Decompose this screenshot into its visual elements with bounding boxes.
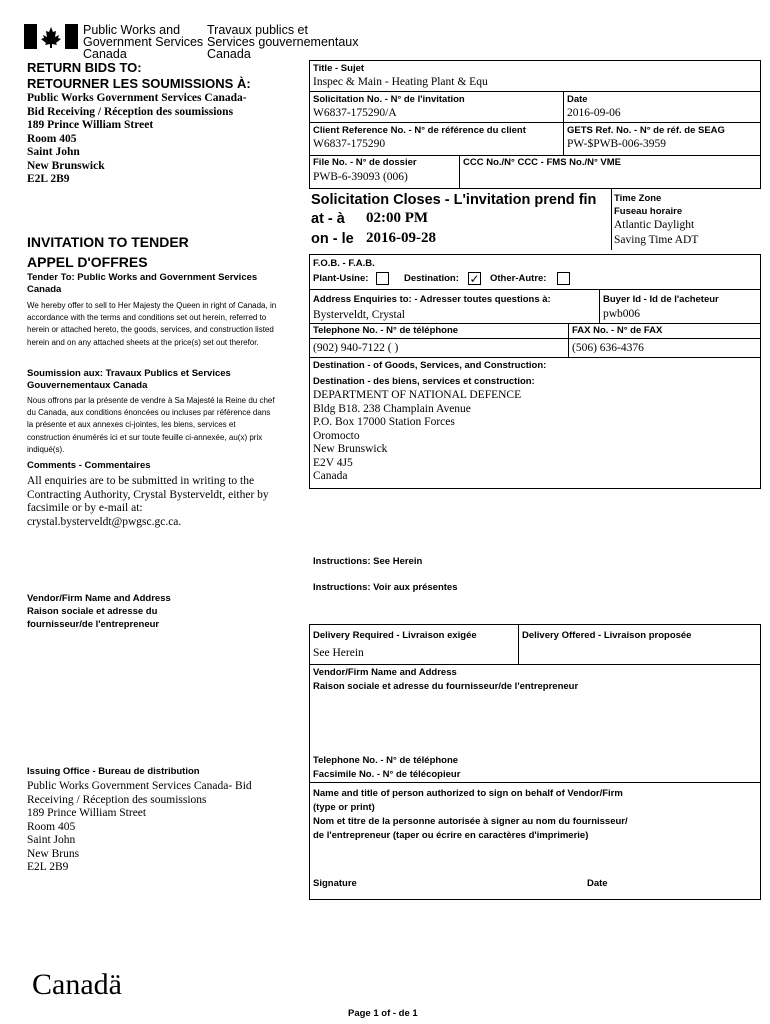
canada-wordmark: Canadä [32, 968, 122, 1001]
buyer-id-label: Buyer Id - Id de l'acheteur [603, 294, 719, 305]
invitation-title [27, 232, 189, 272]
address-line: DEPARTMENT OF NATIONAL DEFENCE [313, 389, 522, 401]
gets-ref-label: GETS Ref. No. - N° de réf. de SEAG [567, 125, 725, 136]
fax-label: FAX No. - N° de FAX [572, 325, 663, 336]
vendor-left-label [27, 592, 171, 631]
closes-at-value: 02:00 PM [366, 210, 429, 226]
address-line: Saint John [27, 834, 76, 846]
telephone-value[interactable]: (902) 940-7122 ( ) [313, 342, 399, 354]
address-line: Public Works Government Services Canada- [27, 92, 247, 104]
address-line: E2L 2B9 [27, 861, 69, 873]
return-title-line: RETURN BIDS TO: [27, 60, 142, 75]
offer-text-fr: Nous offrons par la présente de vendre à Sa Majesté la Reine du chef du Canada, aux conditions énoncées ou incluses par référence dans la présente et aux annexes ci-jointes, les biens, services et construction énumérés ici et sur toute feuille ci-annexée, au(x) prix indiqué(s). [27, 396, 275, 454]
address-line: Bid Receiving / Réception des soumissions [27, 105, 234, 118]
time-zone-value: Atlantic Daylight [614, 219, 695, 231]
vendor-fax-label: Facsimile No. - N° de télécopieur [313, 769, 461, 780]
dept-fr-line: Travaux publics et [207, 23, 308, 37]
signer-label-line: Nom et titre de la personne autorisée à signer au nom du fournisseur/ [313, 816, 628, 827]
return-title-line: RETOURNER LES SOUMISSIONS À: [27, 76, 251, 91]
date-label: Date [567, 94, 588, 105]
destination-checkbox[interactable]: ✓ [469, 272, 480, 286]
comments-label: Comments - Commentaires [27, 460, 151, 471]
return-bids-title [27, 60, 251, 92]
soumission-title: Soumission aux: Travaux Publics et Services Gouvernementaux Canada [27, 368, 231, 391]
address-line: New Brunswick [27, 159, 105, 172]
solicitation-closes-label: Solicitation Closes - L'invitation prend fin [311, 192, 597, 208]
file-no-value[interactable]: PWB-6-39093 (006) [313, 171, 408, 183]
telephone-label: Telephone No. - N° de téléphone [313, 325, 459, 336]
ccc-no-label: CCC No./N° CCC - FMS No./N° VME [463, 157, 622, 168]
gets-ref-value[interactable]: PW-$PWB-006-3959 [567, 138, 667, 150]
file-no-label: File No. - N° de dossier [313, 157, 417, 168]
client-ref-label: Client Reference No. - N° de référence du client [313, 125, 526, 136]
destination-label: Destination: [404, 273, 459, 284]
buyer-id-value[interactable]: pwb006 [603, 308, 641, 320]
delivery-offered-label: Delivery Offered - Livraison proposée [522, 630, 692, 641]
address-line: Public Works Government Services Canada- Bid [27, 780, 252, 792]
vendor-label-line: Vendor/Firm Name and Address [27, 593, 171, 604]
signature-label: Signature [313, 878, 357, 889]
department-name-fr [207, 24, 358, 60]
other-autre-label: Other-Autre: [490, 273, 547, 284]
signer-label-line: de l'entrepreneur (taper ou écrire en caractères d'imprimerie) [313, 830, 589, 841]
dept-en-line: Government Services [83, 35, 204, 49]
title-label: Title - Sujet [313, 63, 365, 74]
address-line: Oromocto [313, 429, 360, 442]
signature-date-label: Date [587, 878, 608, 889]
closes-at-label: at - à [311, 211, 345, 227]
canada-flag-icon [24, 24, 78, 49]
return-address [27, 92, 247, 187]
authorized-signer-label [313, 787, 628, 843]
dept-en-line: Public Works and [83, 23, 181, 37]
vendor-label-line: Raison sociale et adresse du [27, 606, 158, 617]
destination-biens-label: Destination - des biens, services et construction: [313, 376, 535, 387]
delivery-required-label: Delivery Required - Livraison exigée [313, 630, 477, 641]
time-zone-value-2: Saving Time ADT [614, 234, 699, 246]
plant-usine-label: Plant-Usine: [313, 273, 369, 284]
page-number: Page 1 of - de 1 [348, 1008, 418, 1019]
vendor-telephone-label: Telephone No. - N° de téléphone [313, 755, 459, 766]
vendor-name-label: Vendor/Firm Name and Address [313, 667, 457, 678]
address-line: Canada [313, 470, 348, 482]
address-line: Bldg B18. 238 Champlain Avenue [313, 402, 471, 415]
enquiries-label: Address Enquiries to: - Adresser toutes questions à: [313, 294, 551, 305]
closes-on-label: on - le [311, 231, 354, 247]
plant-usine-checkbox[interactable] [376, 272, 389, 285]
vendor-label-line: fournisseur/de l'entrepreneur [27, 619, 160, 630]
vendor-raison-label: Raison sociale et adresse du fournisseur/de l'entrepreneur [313, 681, 579, 692]
client-ref-value[interactable]: W6837-175290 [313, 138, 386, 150]
address-line: E2V 4J5 [313, 456, 353, 469]
solicitation-no-label: Solicitation No. - N° de l'invitation [313, 94, 465, 105]
time-zone-label: Time Zone [614, 193, 662, 204]
enquiries-value[interactable]: Bysterveldt, Crystal [313, 309, 405, 321]
date-value[interactable]: 2016-09-06 [567, 107, 621, 119]
destination-goods-label: Destination - of Goods, Services, and Construction: [313, 360, 547, 371]
invitation-title-line: INVITATION TO TENDER [27, 234, 189, 250]
solicitation-no-value[interactable]: W6837-175290/A [313, 107, 397, 119]
signer-label-line: Name and title of person authorized to sign on behalf of Vendor/Firm [313, 788, 623, 799]
address-line: 189 Prince William Street [27, 807, 147, 819]
address-line: P.O. Box 17000 Station Forces [313, 416, 455, 428]
address-line: Receiving / Réception des soumissions [27, 793, 207, 806]
other-autre-checkbox[interactable] [557, 272, 570, 285]
closes-on-value: 2016-09-28 [366, 230, 436, 246]
address-line: Room 405 [27, 820, 76, 833]
delivery-required-value[interactable]: See Herein [313, 647, 364, 659]
dept-fr-line: Canada [207, 47, 251, 61]
department-name-en [83, 24, 203, 60]
fob-label: F.O.B. - F.A.B. [313, 258, 375, 269]
destination-address [313, 389, 521, 484]
instructions-en: Instructions: See Herein [313, 556, 423, 567]
issuing-office-label: Issuing Office - Bureau de distribution [27, 766, 200, 777]
address-line: E2L 2B9 [27, 173, 70, 185]
tender-to: Tender To: Public Works and Government Services Canada [27, 272, 258, 295]
dept-en-line: Canada [83, 47, 127, 61]
fuseau-horaire-label: Fuseau horaire [614, 206, 683, 217]
address-line: Room 405 [27, 132, 77, 145]
address-line: 189 Prince William Street [27, 119, 154, 131]
address-line: New Bruns [27, 847, 80, 860]
fax-value[interactable]: (506) 636-4376 [572, 342, 644, 354]
comments-text: All enquiries are to be submitted in writing to the Contracting Authority, Crystal Bysterveldt, either by facsimile or by e-mail at: crystal.bysterveldt@pwgsc.gc.ca. [27, 475, 269, 528]
signer-label-line: (type or print) [313, 802, 375, 813]
address-line: New Brunswick [313, 443, 388, 455]
invitation-title-line: APPEL D'OFFRES [27, 254, 148, 270]
issuing-office-address [27, 780, 277, 875]
instructions-fr: Instructions: Voir aux présentes [313, 582, 458, 593]
dept-fr-line: Services gouvernementaux [207, 35, 359, 49]
offer-text-en: We hereby offer to sell to Her Majesty the Queen in right of Canada, in accordance with the terms and conditions set out herein, referred to herein or attached hereto, the goods, services, and construction listed herein and on any attached sheets at the price(s) set out therefor. [27, 301, 277, 347]
title-value[interactable]: Inspec & Main - Heating Plant & Equ [313, 76, 488, 88]
address-line: Saint John [27, 146, 80, 158]
